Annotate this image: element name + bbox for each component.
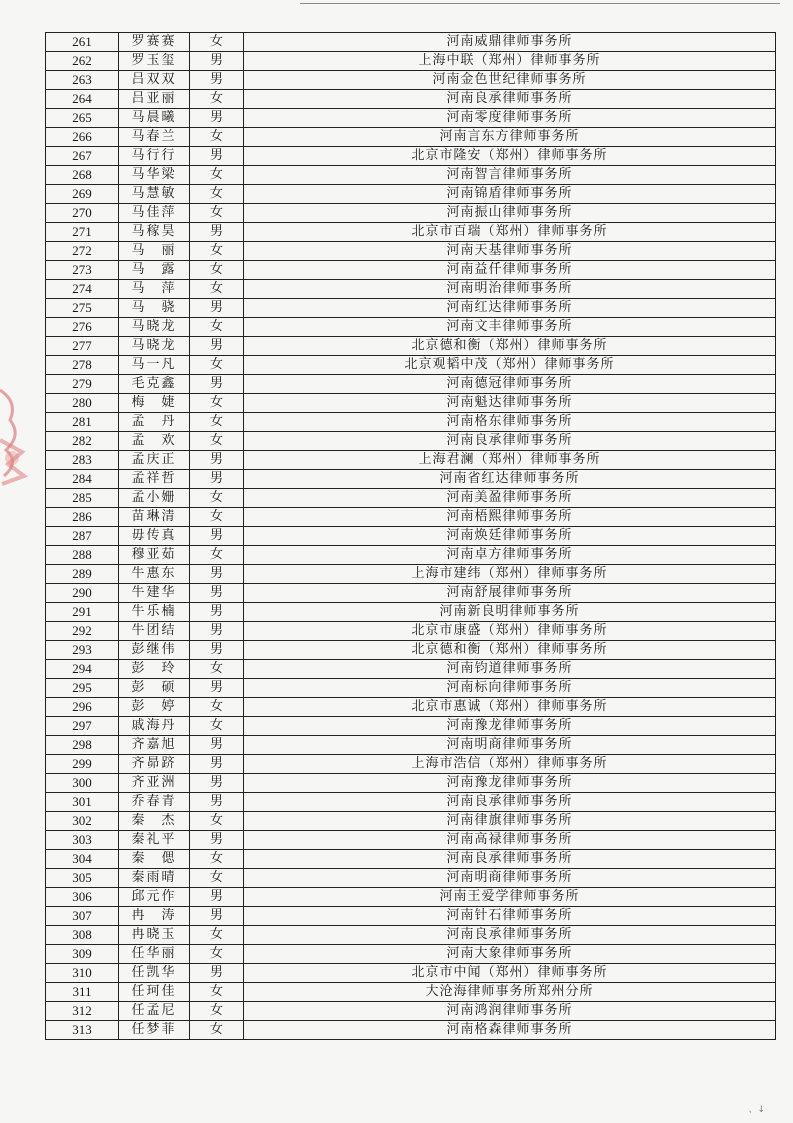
row-sex: 男 [190,71,244,90]
row-number: 307 [46,907,119,926]
row-number: 303 [46,831,119,850]
row-number: 285 [46,489,119,508]
table-row [46,812,776,831]
row-name: 马 露 [119,261,190,280]
row-firm: 河南德冠律师事务所 [244,375,776,394]
row-number: 287 [46,527,119,546]
table-row [46,280,776,299]
lawyer-roster-table [45,32,776,1040]
row-number: 293 [46,641,119,660]
table-row [46,527,776,546]
table-row [46,204,776,223]
row-firm: 上海君澜（郑州）律师事务所 [244,451,776,470]
row-firm: 河南振山律师事务所 [244,204,776,223]
row-sex: 女 [190,261,244,280]
row-name: 马 骁 [119,299,190,318]
row-name: 牛团结 [119,622,190,641]
row-number: 280 [46,394,119,413]
row-firm: 河南红达律师事务所 [244,299,776,318]
row-number: 273 [46,261,119,280]
row-firm: 河南益仟律师事务所 [244,261,776,280]
row-name: 齐昴跻 [119,755,190,774]
row-number: 271 [46,223,119,242]
row-number: 263 [46,71,119,90]
row-sex: 男 [190,223,244,242]
table-row [46,622,776,641]
row-sex: 男 [190,565,244,584]
row-name: 秦 偲 [119,850,190,869]
row-number: 282 [46,432,119,451]
row-number: 286 [46,508,119,527]
row-sex: 女 [190,660,244,679]
row-firm: 河南美盈律师事务所 [244,489,776,508]
row-name: 马稼昊 [119,223,190,242]
row-number: 266 [46,128,119,147]
row-name: 任华丽 [119,945,190,964]
row-firm: 河南卓方律师事务所 [244,546,776,565]
row-sex: 女 [190,812,244,831]
row-name: 齐亚洲 [119,774,190,793]
row-firm: 河南良承律师事务所 [244,432,776,451]
row-name: 牛乐楠 [119,603,190,622]
row-firm: 河南大象律师事务所 [244,945,776,964]
row-name: 苗琳清 [119,508,190,527]
row-number: 309 [46,945,119,964]
row-sex: 女 [190,166,244,185]
row-firm: 河南律旗律师事务所 [244,812,776,831]
table-row [46,888,776,907]
row-number: 268 [46,166,119,185]
row-sex: 女 [190,717,244,736]
row-name: 牛惠东 [119,565,190,584]
row-name: 马华梁 [119,166,190,185]
table-row [46,52,776,71]
row-firm: 河南魁达律师事务所 [244,394,776,413]
row-firm: 河南焕廷律师事务所 [244,527,776,546]
row-sex: 女 [190,945,244,964]
row-sex: 男 [190,831,244,850]
row-firm: 河南零度律师事务所 [244,109,776,128]
table-row [46,793,776,812]
row-number: 267 [46,147,119,166]
row-number: 294 [46,660,119,679]
row-name: 马佳萍 [119,204,190,223]
red-seal-fragment [0,380,30,540]
row-sex: 女 [190,1002,244,1021]
row-sex: 男 [190,736,244,755]
row-number: 289 [46,565,119,584]
table-row [46,964,776,983]
row-sex: 男 [190,147,244,166]
row-firm: 河南良承律师事务所 [244,90,776,109]
row-number: 313 [46,1021,119,1040]
row-name: 毋传真 [119,527,190,546]
row-number: 298 [46,736,119,755]
row-number: 275 [46,299,119,318]
table-row [46,850,776,869]
row-sex: 女 [190,926,244,945]
row-number: 306 [46,888,119,907]
row-firm: 上海中联（郑州）律师事务所 [244,52,776,71]
row-firm: 河南舒展律师事务所 [244,584,776,603]
row-number: 288 [46,546,119,565]
row-firm: 河南鸿润律师事务所 [244,1002,776,1021]
row-number: 283 [46,451,119,470]
row-name: 马春兰 [119,128,190,147]
row-number: 262 [46,52,119,71]
row-sex: 女 [190,185,244,204]
row-number: 278 [46,356,119,375]
row-name: 梅 婕 [119,394,190,413]
row-name: 秦礼平 [119,831,190,850]
row-sex: 男 [190,679,244,698]
row-firm: 河南锦盾律师事务所 [244,185,776,204]
row-sex: 男 [190,888,244,907]
row-firm: 河南省红达律师事务所 [244,470,776,489]
row-firm: 上海市浩信（郑州）律师事务所 [244,755,776,774]
row-name: 秦雨晴 [119,869,190,888]
table-row [46,109,776,128]
row-firm: 河南豫龙律师事务所 [244,717,776,736]
row-name: 马晓龙 [119,337,190,356]
table-row [46,223,776,242]
table-row [46,584,776,603]
row-firm: 河南文丰律师事务所 [244,318,776,337]
row-sex: 男 [190,641,244,660]
table-row [46,945,776,964]
row-number: 290 [46,584,119,603]
row-number: 269 [46,185,119,204]
row-firm: 河南言东方律师事务所 [244,128,776,147]
row-number: 308 [46,926,119,945]
table-row [46,641,776,660]
row-number: 270 [46,204,119,223]
row-sex: 男 [190,622,244,641]
row-number: 297 [46,717,119,736]
row-name: 罗玉玺 [119,52,190,71]
row-name: 牛建华 [119,584,190,603]
table-row [46,983,776,1002]
row-sex: 男 [190,907,244,926]
row-number: 264 [46,90,119,109]
table-row [46,375,776,394]
table-row [46,128,776,147]
row-firm: 河南新良明律师事务所 [244,603,776,622]
row-number: 261 [46,33,119,52]
row-sex: 男 [190,337,244,356]
table-row [46,698,776,717]
table-row [46,831,776,850]
row-sex: 女 [190,489,244,508]
row-number: 284 [46,470,119,489]
table-row [46,1002,776,1021]
row-sex: 女 [190,33,244,52]
row-sex: 女 [190,983,244,1002]
table-row [46,318,776,337]
row-name: 秦 杰 [119,812,190,831]
table-row [46,774,776,793]
row-sex: 男 [190,964,244,983]
row-sex: 男 [190,793,244,812]
row-sex: 女 [190,356,244,375]
row-firm: 河南明商律师事务所 [244,869,776,888]
row-firm: 北京市中闻（郑州）律师事务所 [244,964,776,983]
row-name: 彭 硕 [119,679,190,698]
row-name: 孟庆正 [119,451,190,470]
table-row [46,470,776,489]
corner-mark: 、↓ [748,1105,765,1115]
row-firm: 河南良承律师事务所 [244,926,776,945]
row-name: 乔春青 [119,793,190,812]
table-row [46,242,776,261]
row-number: 299 [46,755,119,774]
row-sex: 女 [190,850,244,869]
row-sex: 女 [190,128,244,147]
row-name: 任凯华 [119,964,190,983]
row-number: 302 [46,812,119,831]
table-row [46,337,776,356]
row-name: 孟 丹 [119,413,190,432]
table-row [46,869,776,888]
row-name: 戚海丹 [119,717,190,736]
row-name: 任梦菲 [119,1021,190,1040]
row-sex: 男 [190,470,244,489]
row-sex: 女 [190,204,244,223]
table-row [46,33,776,52]
row-firm: 河南明治律师事务所 [244,280,776,299]
row-name: 彭 婷 [119,698,190,717]
row-sex: 男 [190,755,244,774]
row-name: 彭 玲 [119,660,190,679]
row-firm: 河南格东律师事务所 [244,413,776,432]
table-row [46,660,776,679]
row-name: 孟祥哲 [119,470,190,489]
row-sex: 女 [190,280,244,299]
row-firm: 河南针石律师事务所 [244,907,776,926]
row-sex: 女 [190,242,244,261]
row-sex: 女 [190,318,244,337]
row-sex: 女 [190,1021,244,1040]
row-sex: 男 [190,774,244,793]
row-firm: 北京市隆安（郑州）律师事务所 [244,147,776,166]
row-sex: 女 [190,90,244,109]
row-number: 300 [46,774,119,793]
table-row [46,489,776,508]
row-sex: 男 [190,299,244,318]
row-number: 301 [46,793,119,812]
row-firm: 河南豫龙律师事务所 [244,774,776,793]
row-name: 马 萍 [119,280,190,299]
row-sex: 男 [190,603,244,622]
row-name: 马晨曦 [119,109,190,128]
row-firm: 北京市百瑞（郑州）律师事务所 [244,223,776,242]
row-firm: 上海市建纬（郑州）律师事务所 [244,565,776,584]
table-row [46,755,776,774]
row-number: 265 [46,109,119,128]
row-name: 吕亚丽 [119,90,190,109]
row-name: 孟小姗 [119,489,190,508]
row-sex: 女 [190,508,244,527]
row-firm: 河南威鼎律师事务所 [244,33,776,52]
row-name: 邱元作 [119,888,190,907]
row-name: 穆亚茹 [119,546,190,565]
row-name: 冉 涛 [119,907,190,926]
row-number: 281 [46,413,119,432]
table-row [46,299,776,318]
table-row [46,413,776,432]
row-firm: 河南智言律师事务所 [244,166,776,185]
row-firm: 河南标向律师事务所 [244,679,776,698]
table-row [46,451,776,470]
row-number: 276 [46,318,119,337]
row-sex: 女 [190,394,244,413]
row-number: 311 [46,983,119,1002]
row-sex: 男 [190,52,244,71]
row-firm: 河南格森律师事务所 [244,1021,776,1040]
row-firm: 河南王爱学律师事务所 [244,888,776,907]
row-firm: 北京市惠诚（郑州）律师事务所 [244,698,776,717]
row-number: 272 [46,242,119,261]
row-firm: 河南钧道律师事务所 [244,660,776,679]
row-number: 296 [46,698,119,717]
row-name: 齐嘉旭 [119,736,190,755]
row-firm: 河南金色世纪律师事务所 [244,71,776,90]
row-number: 304 [46,850,119,869]
row-sex: 女 [190,432,244,451]
row-firm: 河南梧熙律师事务所 [244,508,776,527]
row-sex: 女 [190,413,244,432]
row-name: 马行行 [119,147,190,166]
row-number: 291 [46,603,119,622]
row-firm: 北京观韬中茂（郑州）律师事务所 [244,356,776,375]
row-number: 310 [46,964,119,983]
row-sex: 男 [190,527,244,546]
row-number: 305 [46,869,119,888]
table-row [46,147,776,166]
table-row [46,394,776,413]
row-firm: 河南高禄律师事务所 [244,831,776,850]
table-row [46,565,776,584]
row-firm: 河南天基律师事务所 [244,242,776,261]
table-row [46,603,776,622]
row-firm: 北京德和衡（郑州）律师事务所 [244,337,776,356]
row-name: 马 丽 [119,242,190,261]
table-row [46,679,776,698]
row-name: 孟 欢 [119,432,190,451]
row-number: 277 [46,337,119,356]
row-number: 312 [46,1002,119,1021]
row-number: 295 [46,679,119,698]
row-name: 冉晓玉 [119,926,190,945]
row-sex: 女 [190,698,244,717]
row-firm: 河南良承律师事务所 [244,850,776,869]
table-row [46,432,776,451]
row-name: 马一凡 [119,356,190,375]
row-name: 任珂佳 [119,983,190,1002]
row-name: 罗赛赛 [119,33,190,52]
row-sex: 男 [190,451,244,470]
table-row [46,508,776,527]
row-name: 吕双双 [119,71,190,90]
table-row [46,261,776,280]
row-name: 彭继伟 [119,641,190,660]
table-row [46,1021,776,1040]
row-firm: 大沧海律师事务所郑州分所 [244,983,776,1002]
row-sex: 男 [190,584,244,603]
table-row [46,546,776,565]
table-row [46,185,776,204]
table-row [46,736,776,755]
row-sex: 男 [190,109,244,128]
table-row [46,356,776,375]
row-number: 292 [46,622,119,641]
row-number: 274 [46,280,119,299]
table-row [46,907,776,926]
table-row [46,926,776,945]
table-row [46,166,776,185]
row-name: 马慧敏 [119,185,190,204]
table-row [46,90,776,109]
row-sex: 男 [190,375,244,394]
top-rule [300,3,780,4]
row-firm: 北京德和衡（郑州）律师事务所 [244,641,776,660]
row-firm: 北京市康盛（郑州）律师事务所 [244,622,776,641]
row-number: 279 [46,375,119,394]
row-sex: 女 [190,869,244,888]
row-sex: 女 [190,546,244,565]
row-firm: 河南明商律师事务所 [244,736,776,755]
row-name: 任孟尼 [119,1002,190,1021]
table-row [46,71,776,90]
row-firm: 河南良承律师事务所 [244,793,776,812]
table-row [46,717,776,736]
row-name: 马晓龙 [119,318,190,337]
row-name: 毛克鑫 [119,375,190,394]
